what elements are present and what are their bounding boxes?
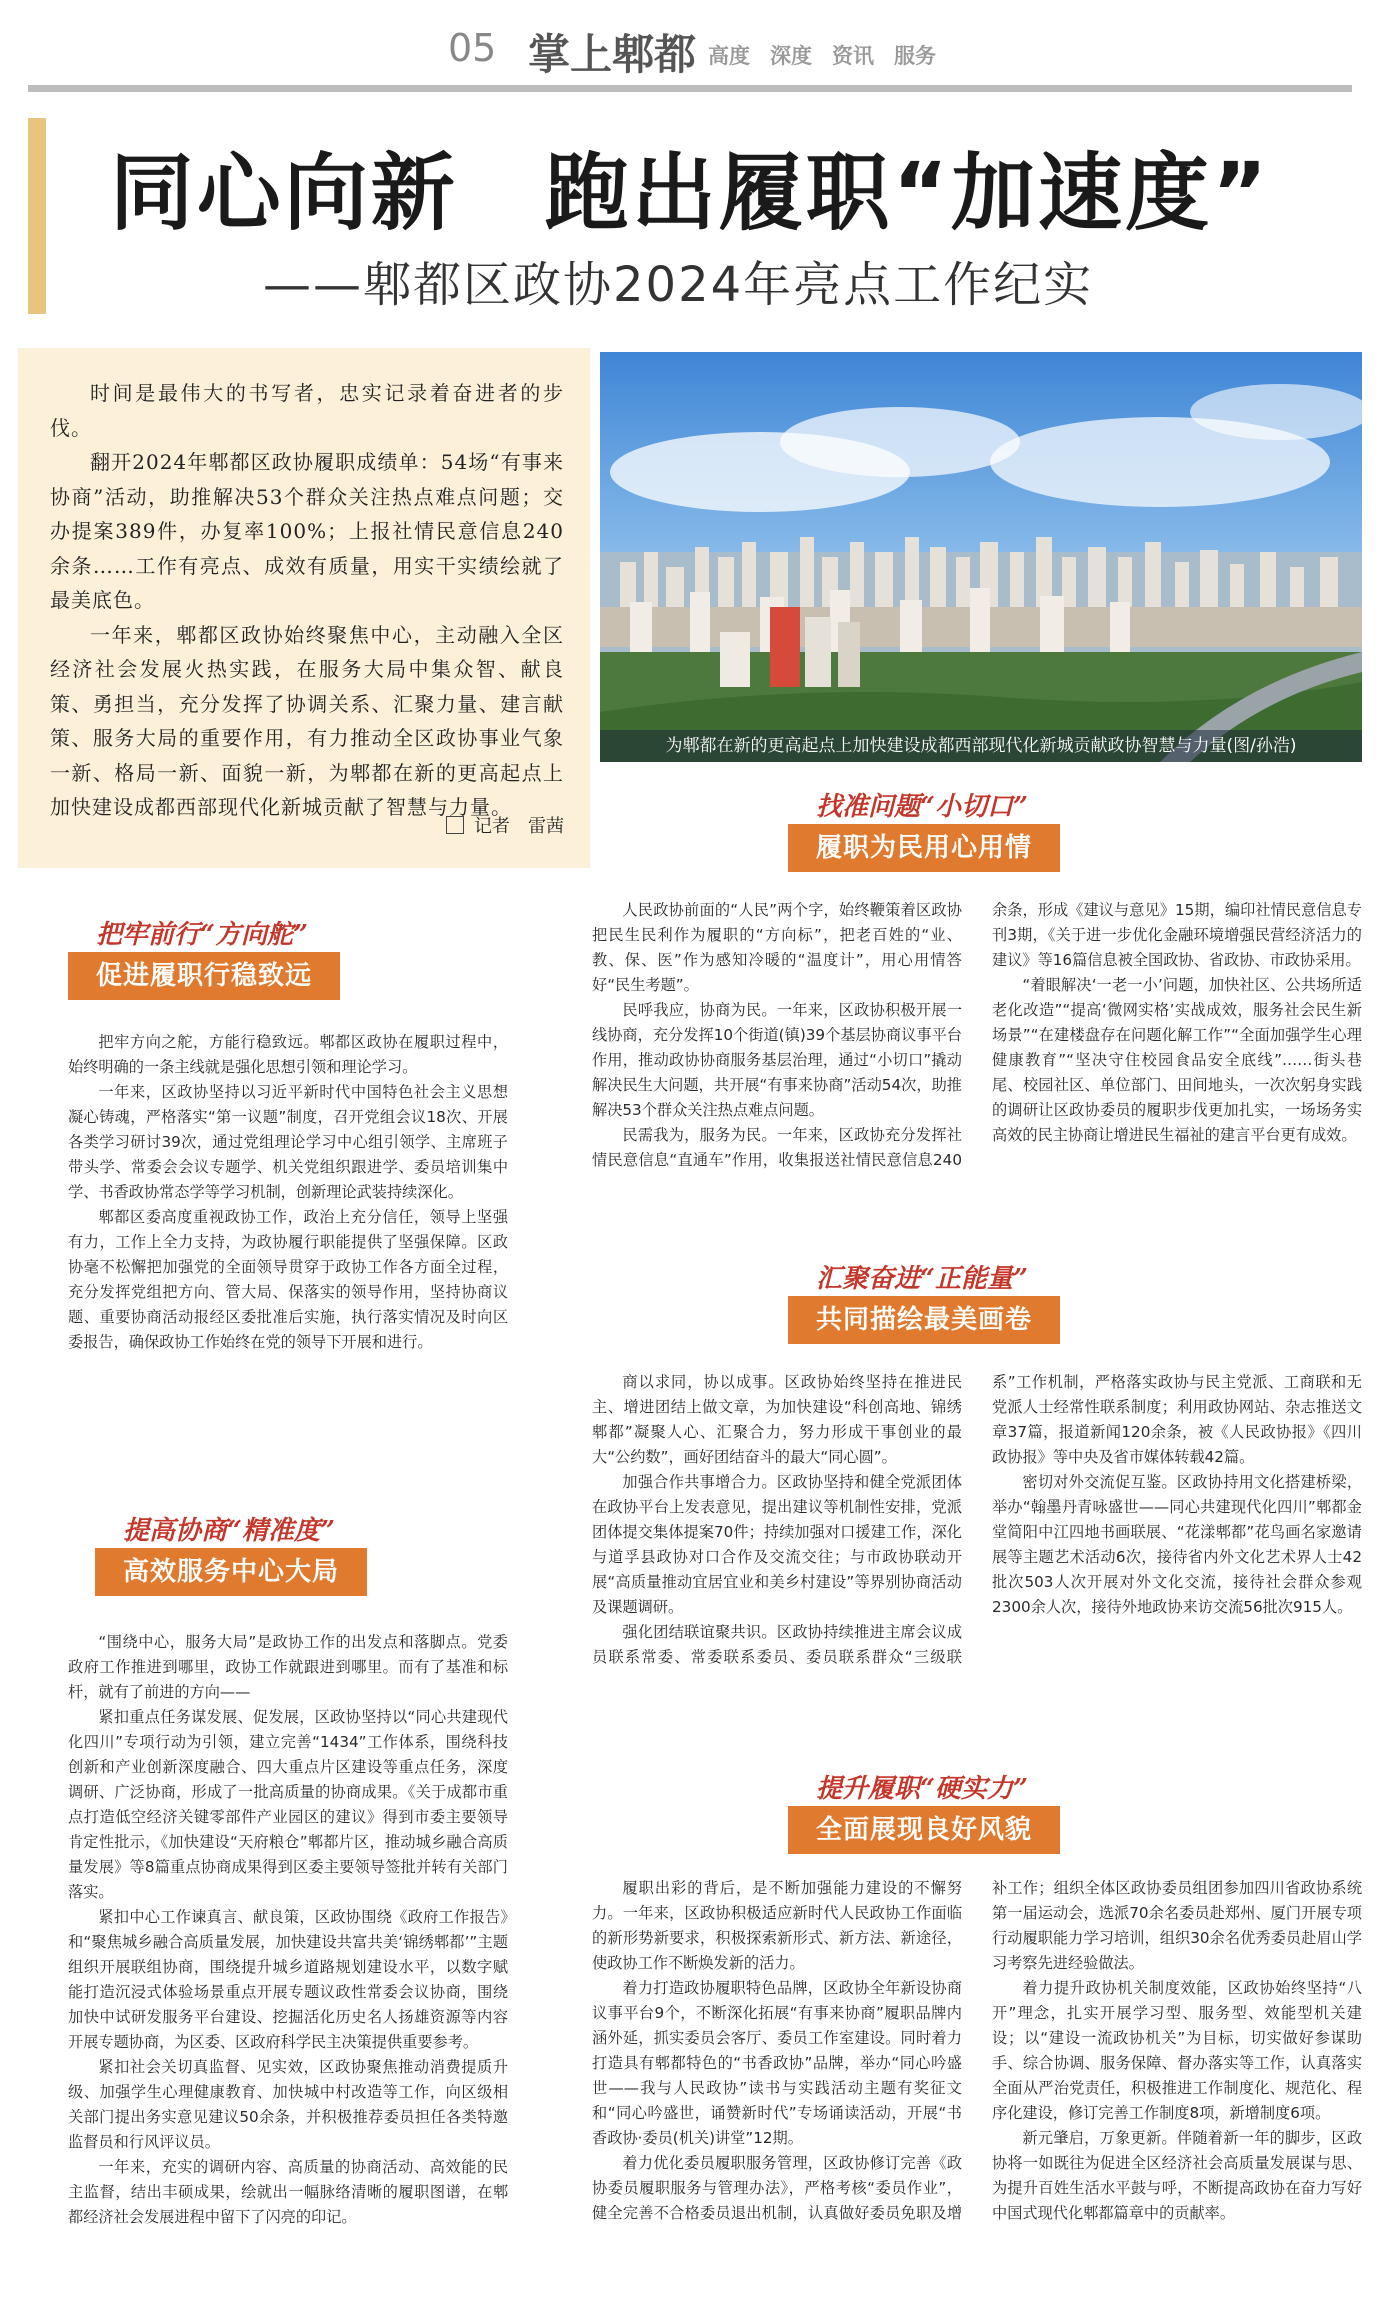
cityscape-illustration <box>600 352 1362 762</box>
section-kicker: 汇聚奋进“正能量” <box>816 1264 1028 1294</box>
body-paragraph: 郫都区委高度重视政协工作，政治上充分信任，领导上坚强有力，工作上全力支持，为政协履行职能提供了坚强保障。区政协毫不松懈把加强党的全面领导贯穿于政协工作各方面全过程，充分发挥党组把方向、管大局、保落实的领导作用，坚持协商议题、重要协商活动报经区委批准后实施，执行落实情况及时向区委报告，确保政协工作始终在党的领导下开展和进行。 <box>68 1208 508 1351</box>
section-title: 高效服务中心大局 <box>95 1548 367 1596</box>
masthead-tag: 高度 <box>708 44 750 68</box>
body-paragraph: 履职出彩的背后，是不断加强能力建设的不懈努力。一年来，区政协积极适应新时代人民政协工作面临的新形势新要求，积极探索新形式、新方法、新途径，使政协工作不断焕发新的活力。 <box>592 1879 962 1972</box>
section-kicker: 提升履职“硬实力” <box>816 1774 1028 1804</box>
section-kicker: 找准问题“小切口” <box>816 792 1028 822</box>
body-paragraph: 着力提升政协机关制度效能，区政协始终坚持“八开”理念，扎实开展学习型、服务型、效能型机关建设；以“建设一流政协机关”为目标，切实做好参谋助手、综合协调、服务保障、督办落实等工作，认真落实全面从严治党责任，积极推进工作制度化、规范化、程序化建设，修订完善工作制度8项，新增制度6项。 <box>992 1979 1362 2122</box>
body-paragraph: 紧扣中心工作谏真言、献良策，区政协围绕《政府工作报告》和“聚焦城乡融合高质量发展，加快建设共富共美‘锦绣郫都’”主题组织开展联组协商，围绕提升城乡道路规划建设水平，以数字赋能打造沉浸式体验场景重点开展专题议政性常委会议协商，围绕加快中试研发服务平台建设、挖掘活化历史名人扬雄资源等内容开展专题协商，为区委、区政府科学民主决策提供重要参考。 <box>68 1908 508 2051</box>
cityscape-photo <box>600 352 1362 762</box>
body-paragraph: 紧扣重点任务谋发展、促发展，区政协坚持以“同心共建现代化四川”专项行动为引领，建立完善“1434”工作体系，围绕科技创新和产业创新深度融合、四大重点片区建设等重点任务，深度调研、广泛协商，形成了一批高质量的协商成果。《关于成都市重点打造低空经济关键零部件产业园区的建议》得到市委主要领导肯定性批示，《加快建设“天府粮仓”郫都片区，推动城乡融合高质量发展》等8篇重点协商成果得到区委主要领导签批并转有关部门落实。 <box>68 1708 508 1901</box>
section-title: 促进履职行稳致远 <box>68 952 340 1000</box>
section-4-body <box>592 1370 1362 1750</box>
body-paragraph: 着力优化委员履职服务管理，区政协修订完善《政协委员履职服务与管理办法》，严格考核“委员作业”，健全完善不合格委员退出机制，认真做好委员免职及增补工作；组织全体区政协委员组团参加四川省政协系统第一届运动会，选派70余名委员赴郑州、厦门开展专项行动履职能力学习培训，组织30余名优秀委员赴眉山学习考察先进经验做法。 <box>592 1879 1362 2222</box>
body-paragraph: 一年来，充实的调研内容、高质量的协商活动、高效能的民主监督，结出丰硕成果，绘就出一幅脉络清晰的履职图谱，在郫都经济社会发展进程中留下了闪亮的印记。 <box>68 2158 508 2226</box>
byline <box>446 812 564 838</box>
page-number: 05 <box>448 26 497 70</box>
section-2-body <box>68 1630 508 2230</box>
byline-text: 记者 雷茜 <box>474 816 564 837</box>
sub-headline: ——郫都区政协2024年亮点工作纪实 <box>263 257 1094 313</box>
body-paragraph: 民呼我应，协商为民。一年来，区政协积极开展一线协商，充分发挥10个街道(镇)39个基层协商议事平台作用，推动政协协商服务基层治理，通过“小切口”撬动解决民生大问题，共开展“有事来协商”活动54次，助推解决53个群众关注热点难点问题。 <box>592 1001 962 1119</box>
body-paragraph: 一年来，区政协坚持以习近平新时代中国特色社会主义思想凝心铸魂，严格落实“第一议题”制度，召开党组会议18次、开展各类学习研讨39次，通过党组理论学习中心组引领学、主席班子带头学、常委会会议专题学、机关党组织跟进学、委员培训集中学、书香政协常态学等学习机制，创新理论武装持续深化。 <box>68 1083 508 1201</box>
section-3-body <box>592 898 1362 1250</box>
body-paragraph: “着眼解决‘一老一小’问题，加快社区、公共场所适老化改造”“提高‘微网实格’实战成效，服务社会民生新场景”“在建楼盘存在问题化解工作”“全面加强学生心理健康教育”“坚决守住校园食品安全底线”……街头巷尾、校园社区、单位部门、田间地头，一次次躬身实践的调研让区政协委员的履职步伐更加扎实，一场场务实高效的民主协商让增进民生福祉的建言平台更有成效。 <box>992 976 1362 1144</box>
square-icon <box>446 816 464 834</box>
body-paragraph: 把牢方向之舵，方能行稳致远。郫都区政协在履职过程中，始终明确的一条主线就是强化思想引领和理论学习。 <box>68 1033 508 1076</box>
intro-paragraph: 翻开2024年郫都区政协履职成绩单：54场“有事来协商”活动，助推解决53个群众关注热点难点问题；交办提案389件，办复率100%；上报社情民意信息240余条……工作有亮点、成效有质量，用实干实绩绘就了最美底色。 <box>50 450 564 612</box>
headline-block <box>28 118 1352 314</box>
photo-caption: 为郫都在新的更高起点上加快建设成都西部现代化新城贡献政协智慧与力量(图/孙浩) <box>600 730 1362 762</box>
body-paragraph: 着力打造政协履职特色品牌，区政协全年新设协商议事平台9个，不断深化拓展“有事来协商”履职品牌内涵外延，抓实委员会客厅、委员工作室建设。同时着力打造具有郫都特色的“书香政协”品牌，举办“同心吟盛世——我与人民政协”读书与实践活动主题有奖征文和“同心吟盛世，诵赞新时代”专场诵读活动，开展“书香政协·委员(机关)讲堂”12期。 <box>592 1979 962 2147</box>
intro-paragraph: 一年来，郫都区政协始终聚焦中心，主动融入全区经济社会发展火热实践，在服务大局中集众智、献良策、勇担当，充分发挥了协调关系、汇聚力量、建言献策、服务大局的重要作用，有力推动全区政协事业气象一新、格局一新、面貌一新，为郫都在新的更高起点上加快建设成都西部现代化新城贡献了智慧与力量。 <box>50 622 564 819</box>
body-paragraph: 民需我为，服务为民。一年来，区政协充分发挥社情民意信息“直通车”作用，收集报送社情民意信息240余条，形成《建议与意见》15期，编印社情民意信息专刊3期，《关于进一步优化金融环境增强民营经济活力的建议》等16篇信息被全国政协、省政协、市政协采用。 <box>592 901 1362 1169</box>
body-paragraph: 加强合作共事增合力。区政协坚持和健全党派团体在政协平台上发表意见，提出建议等机制性安排，党派团体提交集体提案70件；持续加强对口援建工作，深化与道孚县政协对口合作及交流交往；与市政协联动开展“高质量推动宜居宜业和美乡村建设”等界别协商活动及课题调研。 <box>592 1473 962 1616</box>
section-title: 全面展现良好风貌 <box>788 1806 1060 1854</box>
section-title: 履职为民用心用情 <box>788 824 1060 872</box>
section-heading-direction <box>68 914 340 1000</box>
section-heading-precision <box>95 1510 367 1596</box>
section-heading-livelihood <box>788 786 1060 872</box>
masthead-tag: 服务 <box>894 44 936 68</box>
section-5-body <box>592 1876 1362 2291</box>
body-paragraph: “围绕中心，服务大局”是政协工作的出发点和落脚点。党委政府工作推进到哪里，政协工作就跟进到哪里。而有了基准和标杆，就有了前进的方向—— <box>68 1633 508 1701</box>
section-heading-capability <box>788 1768 1060 1854</box>
body-paragraph: 人民政协前面的“人民”两个字，始终鞭策着区政协把民生民利作为履职的“方向标”，把老百姓的“业、教、保、医”作为感知冷暖的“温度计”，用心用情答好“民生考题”。 <box>592 901 962 994</box>
section-kicker: 提高协商“精准度” <box>123 1516 335 1546</box>
body-paragraph: 紧扣社会关切真监督、见实效，区政协聚焦推动消费提质升级、加强学生心理健康教育、加快城中村改造等工作，向区级相关部门提出务实意见建议50余条，并积极推荐委员担任各类特邀监督员和行风评议员。 <box>68 2058 508 2151</box>
section-name: 掌上郫都 <box>528 30 697 79</box>
masthead-tag: 资讯 <box>832 44 874 68</box>
body-paragraph: 商以求同，协以成事。区政协始终坚持在推进民主、增进团结上做文章，为加快建设“科创高地、锦绣郫都”凝聚人心、汇聚合力，努力形成干事创业的最大“公约数”，画好团结奋斗的最大“同心圆”。 <box>592 1373 962 1466</box>
main-headline: 同心向新 跑出履职“加速度” <box>109 144 1271 242</box>
masthead-tag: 深度 <box>770 44 812 68</box>
masthead <box>28 0 1352 92</box>
section-1-body <box>68 1030 508 1355</box>
section-title: 共同描绘最美画卷 <box>788 1296 1060 1344</box>
intro-box <box>18 348 590 868</box>
body-paragraph: 新元肇启，万象更新。伴随着新一年的脚步，区政协将一如既往为促进全区经济社会高质量发展谋与思、为提升百姓生活水平鼓与呼，不断提高政协在奋力写好中国式现代化郫都篇章中的贡献率。 <box>992 2129 1362 2222</box>
intro-paragraph: 时间是最伟大的书写者，忠实记录着奋进者的步伐。 <box>50 381 564 440</box>
section-heading-energy <box>788 1258 1060 1344</box>
body-paragraph: 密切对外交流促互鉴。区政协持用文化搭建桥梁，举办“翰墨丹青咏盛世——同心共建现代化四川”郫都金堂简阳中江四地书画联展、“花漾郫都”花鸟画名家邀请展等主题艺术活动6次，接待省内外文化艺术界人士42批次503人次开展对外文化交流，接待社会群众参观2300余人次，接待外地政协来访交流56批次915人。 <box>992 1473 1362 1616</box>
body-paragraph: 强化团结联谊聚共识。区政协持续推进主席会议成员联系常委、常委联系委员、委员联系群众“三级联系”工作机制，严格落实政协与民主党派、工商联和无党派人士经常性联系制度；利用政协网站、杂志推送文章37篇，报道新闻120余条，被《人民政协报》《四川政协报》等中央及省市媒体转载42篇。 <box>592 1373 1362 1666</box>
section-kicker: 把牢前行“方向舵” <box>96 920 308 950</box>
